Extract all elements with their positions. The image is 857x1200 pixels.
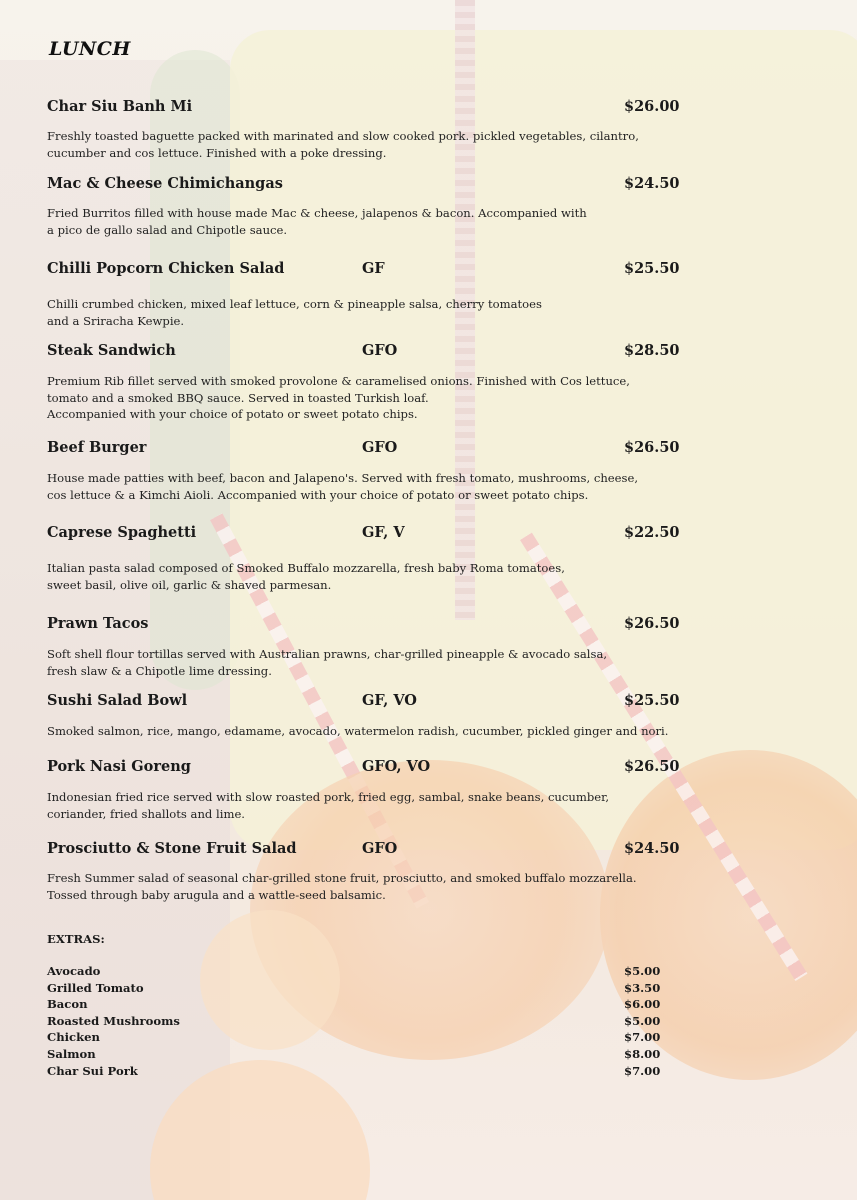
item-description: Fresh Summer salad of seasonal char-grilled stone fruit, prosciutto, and smoked buffalo mozzarella. Tossed through baby arugula and a wattle-seed balsamic.: [47, 871, 637, 902]
item-name: Prosciutto & Stone Fruit Salad: [47, 840, 297, 857]
item-description: Indonesian fried rice served with slow roasted pork, fried egg, sambal, snake beans, cucumber, coriander, fried shallots and lime.: [47, 790, 610, 821]
item-diet-tag: GFO: [362, 840, 398, 857]
item-diet-tag: GFO, VO: [362, 758, 431, 775]
item-name: Chilli Popcorn Chicken Salad: [47, 260, 285, 277]
item-price: $24.50: [624, 840, 680, 857]
item-diet-tag: GF, V: [362, 524, 405, 541]
extra-name: Avocado: [47, 964, 101, 978]
extra-item: [47, 997, 667, 1014]
item-name: Sushi Salad Bowl: [47, 692, 188, 709]
item-name: Prawn Tacos: [47, 615, 149, 632]
item-diet-tag: GF: [362, 260, 385, 277]
extra-name: Chicken: [47, 1030, 100, 1045]
item-description: Chilli crumbed chicken, mixed leaf lettuce, corn & pineapple salsa, cherry tomatoes and a Sriracha Kewpie.: [47, 297, 542, 328]
item-description: Freshly toasted baguette packed with marinated and slow cooked pork. pickled vegetables, cilantro, cucumber and cos lettuce. Finished with a poke dressing.: [47, 129, 639, 160]
extra-price: $6.00: [624, 997, 661, 1012]
item-description: House made patties with beef, bacon and Jalapeno's. Served with fresh tomato, mushrooms, cheese, cos lettuce & a Kimchi Aioli. Accompanied with your choice of potato or sweet potato chips.: [47, 471, 639, 502]
extra-item: [47, 1030, 667, 1047]
menu-item: [47, 439, 680, 502]
section-title: LUNCH: [49, 38, 131, 60]
item-price: $24.50: [624, 175, 680, 192]
item-name: Pork Nasi Goreng: [47, 758, 191, 775]
extra-item: [47, 981, 667, 998]
menu-item: [47, 260, 680, 328]
extra-price: $7.00: [624, 1030, 661, 1045]
extra-name: Char Sui Pork: [47, 1063, 138, 1078]
menu-item: [47, 840, 680, 902]
item-price: $22.50: [624, 524, 680, 541]
item-diet-tag: GFO: [362, 439, 398, 456]
extra-price: $5.00: [624, 964, 661, 978]
extra-item: [47, 1064, 667, 1081]
menu-item: [47, 524, 680, 592]
extra-item: [47, 964, 667, 981]
item-description: Smoked salmon, rice, mango, edamame, avocado, watermelon radish, cucumber, pickled ginger and nori.: [47, 724, 669, 738]
item-price: $25.50: [624, 260, 680, 277]
extra-name: Salmon: [47, 1046, 96, 1061]
extra-item: [47, 1047, 667, 1064]
item-name: Steak Sandwich: [47, 342, 176, 359]
item-name: Caprese Spaghetti: [47, 524, 197, 541]
menu-item: [47, 175, 680, 237]
item-name: Char Siu Banh Mi: [47, 98, 193, 115]
item-description: Fried Burritos filled with house made Mac & cheese, jalapenos & bacon. Accompanied with a pico de gallo salad and Chipotle sauce.: [47, 206, 587, 237]
extra-name: Grilled Tomato: [47, 980, 144, 995]
menu-item: [47, 342, 680, 421]
extra-item: [47, 1014, 667, 1031]
menu-item: [47, 98, 680, 160]
item-description: Soft shell flour tortillas served with Australian prawns, char-grilled pineapple & avocado salsa, fresh slaw & a Chipotle lime dressing.: [47, 647, 608, 678]
extras-list: [47, 964, 667, 1080]
item-diet-tag: GFO: [362, 342, 398, 359]
extra-name: Bacon: [47, 997, 88, 1012]
extra-price: $7.00: [624, 1063, 661, 1078]
item-name: Mac & Cheese Chimichangas: [47, 175, 283, 192]
item-description: Italian pasta salad composed of Smoked Buffalo mozzarella, fresh baby Roma tomatoes, sweet basil, olive oil, garlic & shaved parmesan.: [47, 561, 565, 592]
item-price: $26.50: [624, 615, 680, 632]
item-price: $26.00: [624, 98, 680, 115]
item-price: $26.50: [624, 758, 680, 775]
item-price: $28.50: [624, 342, 680, 359]
menu-item: [47, 692, 680, 738]
item-diet-tag: GF, VO: [362, 692, 417, 709]
menu-item: [47, 758, 680, 821]
extra-price: $3.50: [624, 980, 661, 995]
item-price: $26.50: [624, 439, 680, 456]
item-description: Premium Rib fillet served with smoked provolone & caramelised onions. Finished with Cos lettuce, tomato and a smoked BBQ sauce. Served in toasted Turkish loaf. Accompanied with your choice of potato or sweet potato chips.: [47, 374, 630, 421]
extra-name: Roasted Mushrooms: [47, 1013, 180, 1028]
extra-price: $5.00: [624, 1013, 661, 1028]
item-name: Beef Burger: [47, 439, 147, 456]
extras-title: EXTRAS:: [47, 932, 105, 946]
item-price: $25.50: [624, 692, 680, 709]
menu-item: [47, 615, 680, 678]
extra-price: $8.00: [624, 1046, 661, 1061]
